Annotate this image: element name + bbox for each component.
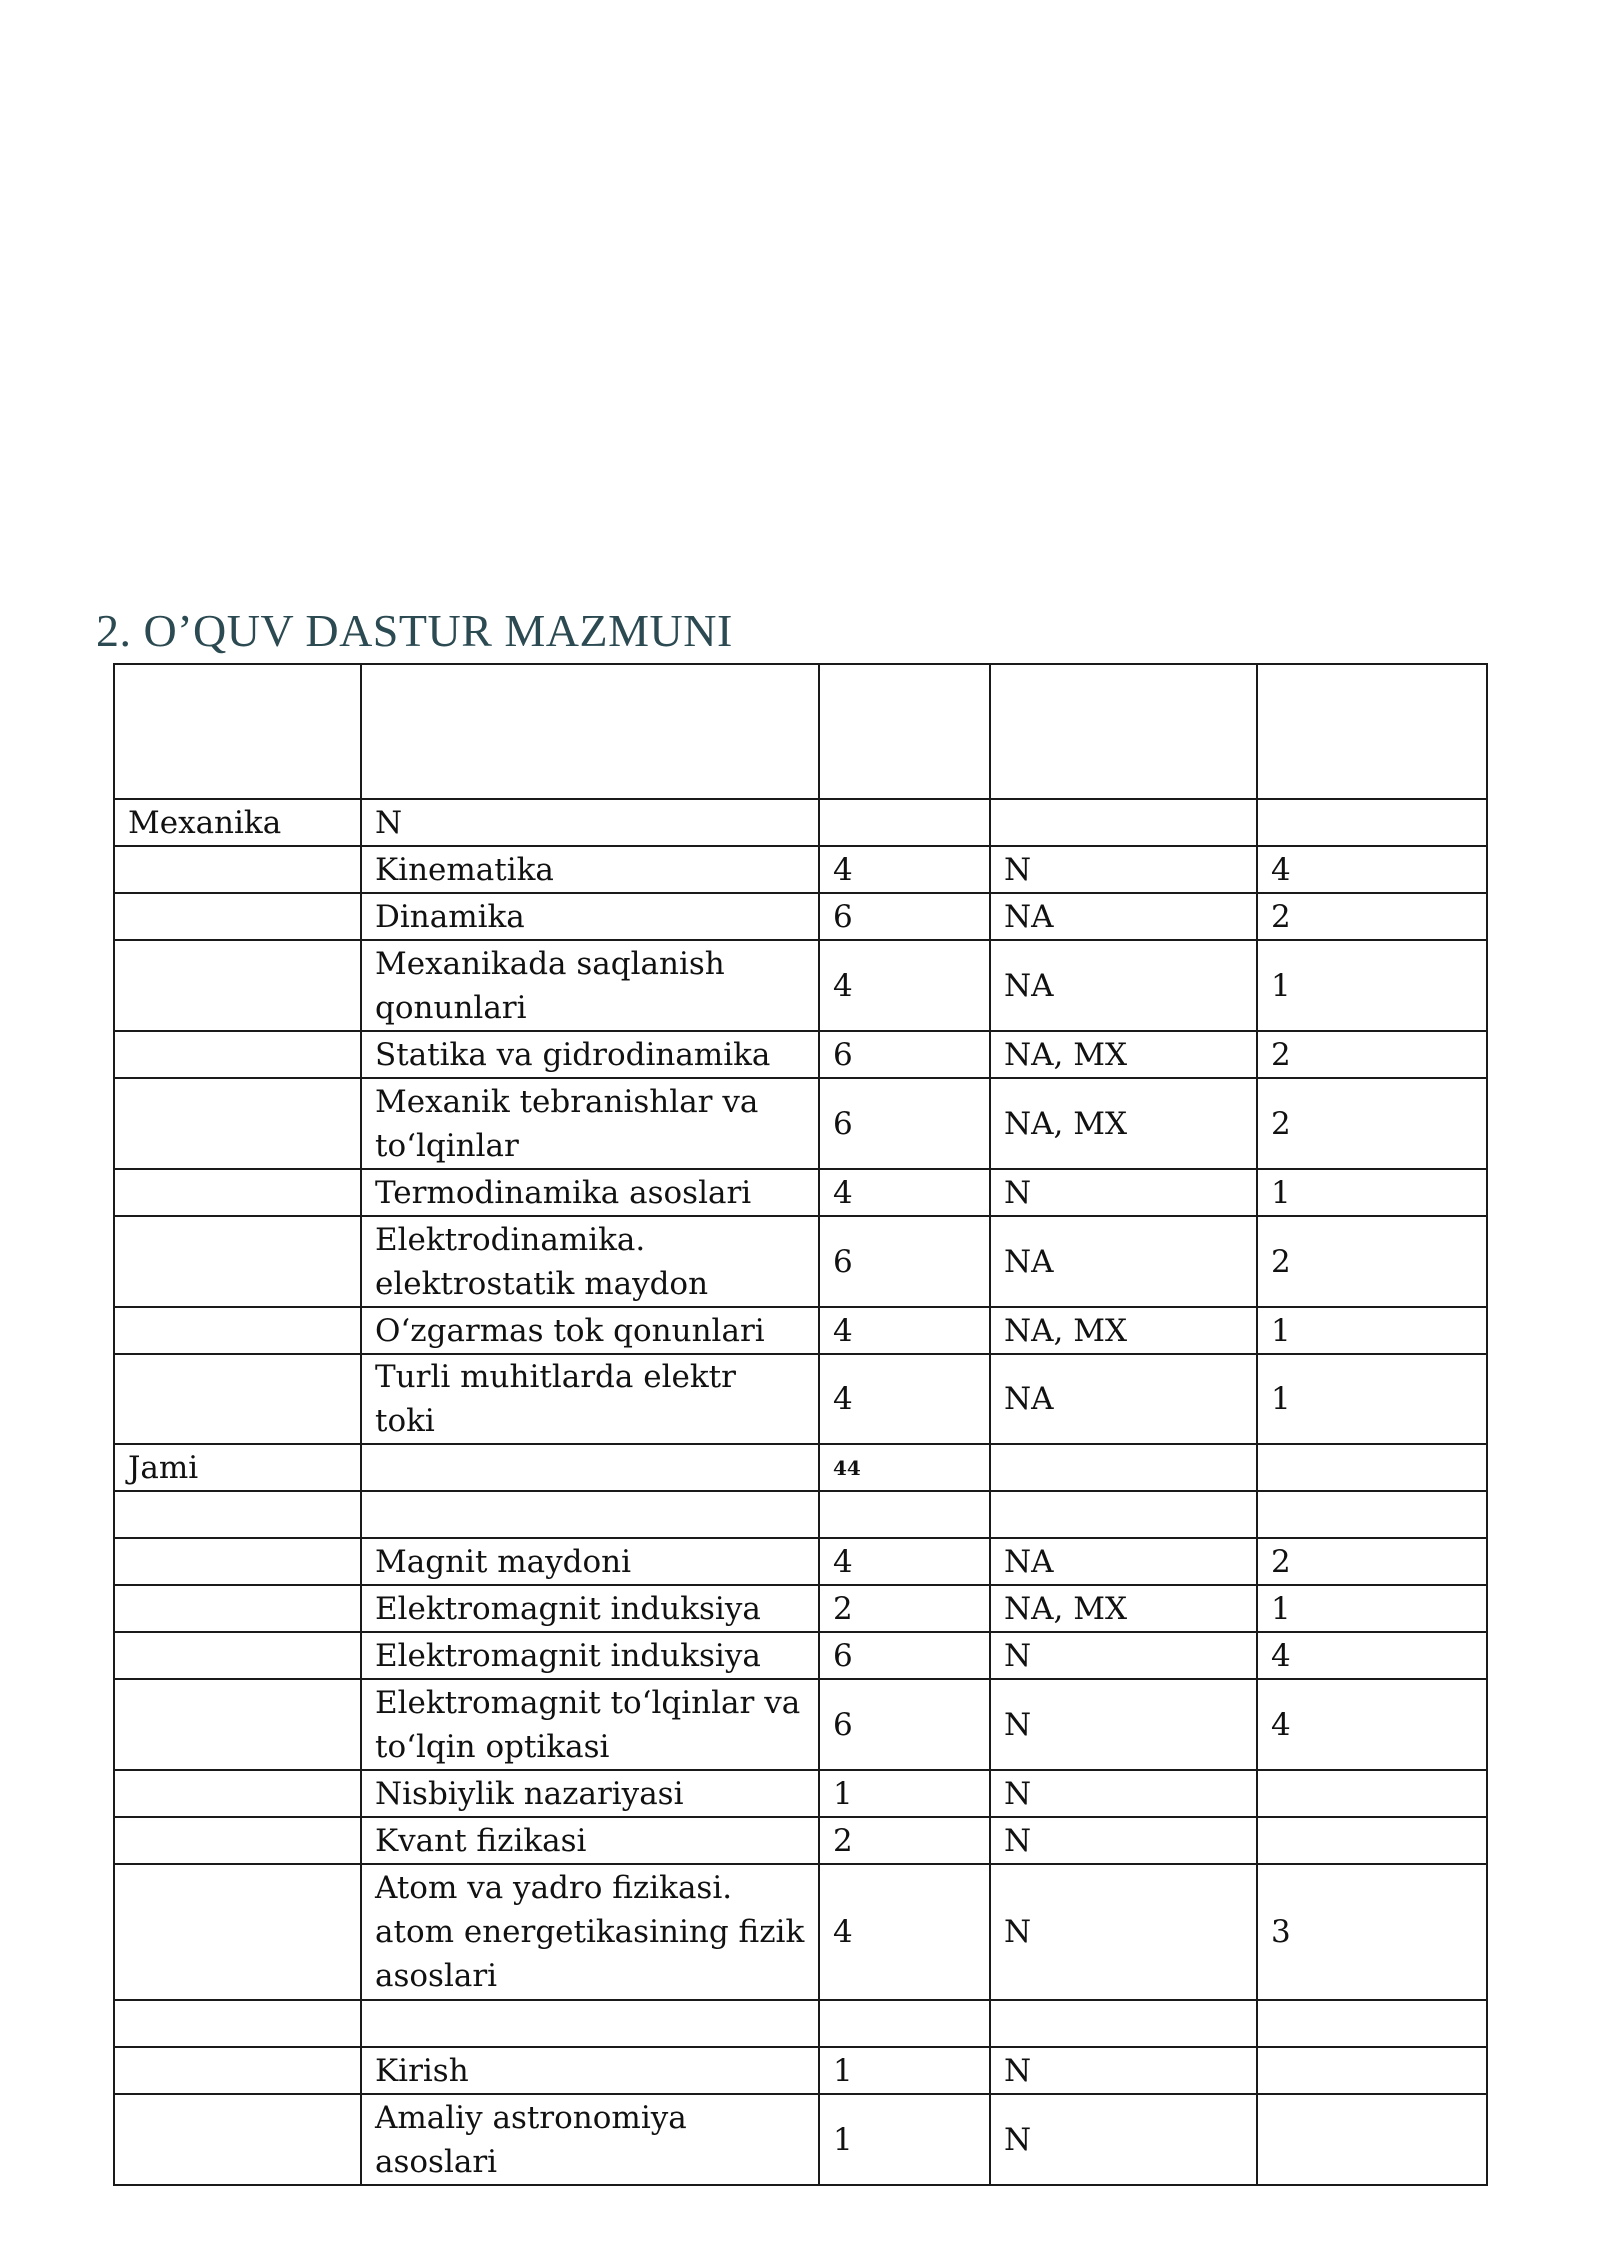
hours-cell: 4 — [819, 1307, 990, 1354]
hours-cell: 44 — [819, 1444, 990, 1491]
practice-cell: 1 — [1257, 1169, 1487, 1216]
section-cell — [114, 1679, 361, 1770]
practice-cell: 2 — [1257, 1031, 1487, 1078]
table-row — [114, 1632, 1487, 1679]
practice-cell — [1257, 1770, 1487, 1817]
topic-cell: Elektromagnit to‘lqinlar va to‘lqin optikasi — [361, 1679, 819, 1770]
topic-cell: Elektromagnit induksiya — [361, 1632, 819, 1679]
assessment-cell: NA, MX — [990, 1307, 1257, 1354]
topic-cell: Termodinamika asoslari — [361, 1169, 819, 1216]
table-row — [114, 1216, 1487, 1307]
section-cell — [114, 1169, 361, 1216]
table-row — [114, 1817, 1487, 1864]
table-row — [114, 1307, 1487, 1354]
practice-cell — [1257, 1817, 1487, 1864]
hours-cell: 6 — [819, 893, 990, 940]
topic-cell: Statika va gidrodinamika — [361, 1031, 819, 1078]
assessment-cell: NA — [990, 1538, 1257, 1585]
topic-cell: Magnit maydoni — [361, 1538, 819, 1585]
table-row — [114, 799, 1487, 846]
assessment-cell: NA, MX — [990, 1585, 1257, 1632]
table-row — [114, 1770, 1487, 1817]
hours-cell — [819, 1491, 990, 1538]
hours-cell: 6 — [819, 1679, 990, 1770]
table-header-row — [114, 664, 1487, 799]
hours-cell: 2 — [819, 1817, 990, 1864]
topic-cell: Kvant fizikasi — [361, 1817, 819, 1864]
practice-cell: 4 — [1257, 1632, 1487, 1679]
assessment-cell: NA — [990, 940, 1257, 1031]
table-row — [114, 940, 1487, 1031]
section-cell — [114, 893, 361, 940]
hours-cell: 1 — [819, 1770, 990, 1817]
practice-cell — [1257, 2047, 1487, 2094]
assessment-cell: NA, MX — [990, 1078, 1257, 1169]
assessment-cell: N — [990, 1817, 1257, 1864]
assessment-cell: NA — [990, 893, 1257, 940]
hours-cell: 4 — [819, 940, 990, 1031]
section-cell — [114, 1216, 361, 1307]
header-cell — [990, 664, 1257, 799]
assessment-cell: NA — [990, 1354, 1257, 1444]
table-row — [114, 1585, 1487, 1632]
hours-cell: 6 — [819, 1216, 990, 1307]
table-row — [114, 1864, 1487, 2000]
hours-cell: 4 — [819, 1354, 990, 1444]
topic-cell: Atom va yadro fizikasi. atom energetikasining fizik asoslari — [361, 1864, 819, 2000]
topic-cell — [361, 1444, 819, 1491]
header-cell — [361, 664, 819, 799]
table-row — [114, 1169, 1487, 1216]
practice-cell: 4 — [1257, 846, 1487, 893]
hours-cell: 4 — [819, 1864, 990, 2000]
section-cell — [114, 2047, 361, 2094]
section-cell — [114, 1770, 361, 1817]
hours-cell: 1 — [819, 2047, 990, 2094]
assessment-cell: N — [990, 1864, 1257, 2000]
topic-cell: Nisbiylik nazariyasi — [361, 1770, 819, 1817]
section-cell — [114, 1078, 361, 1169]
hours-cell — [819, 799, 990, 846]
section-cell — [114, 1864, 361, 2000]
practice-cell: 2 — [1257, 1078, 1487, 1169]
hours-cell: 4 — [819, 1169, 990, 1216]
section-cell — [114, 2094, 361, 2185]
practice-cell: 2 — [1257, 1538, 1487, 1585]
curriculum-table-body — [114, 664, 1487, 2185]
section-cell — [114, 940, 361, 1031]
practice-cell — [1257, 1491, 1487, 1538]
practice-cell: 1 — [1257, 1354, 1487, 1444]
practice-cell — [1257, 1444, 1487, 1491]
assessment-cell: N — [990, 1169, 1257, 1216]
section-cell: Mexanika — [114, 799, 361, 846]
assessment-cell — [990, 799, 1257, 846]
assessment-cell: N — [990, 1679, 1257, 1770]
hours-cell: 4 — [819, 846, 990, 893]
curriculum-table — [113, 663, 1488, 2186]
assessment-cell: NA, MX — [990, 1031, 1257, 1078]
table-row — [114, 2047, 1487, 2094]
hours-cell: 6 — [819, 1078, 990, 1169]
section-cell — [114, 846, 361, 893]
topic-cell: Mexanikada saqlanish qonunlari — [361, 940, 819, 1031]
table-row — [114, 1444, 1487, 1491]
topic-cell: N — [361, 799, 819, 846]
section-cell — [114, 1354, 361, 1444]
topic-cell: Kirish — [361, 2047, 819, 2094]
topic-cell — [361, 1491, 819, 1538]
hours-cell: 6 — [819, 1031, 990, 1078]
topic-cell: Elektrodinamika. elektrostatik maydon — [361, 1216, 819, 1307]
assessment-cell — [990, 2000, 1257, 2047]
section-heading: 2. O’QUV DASTUR MAZMUNI — [96, 605, 733, 656]
practice-cell: 2 — [1257, 893, 1487, 940]
practice-cell: 2 — [1257, 1216, 1487, 1307]
hours-cell: 1 — [819, 2094, 990, 2185]
assessment-cell: N — [990, 2094, 1257, 2185]
section-cell — [114, 1491, 361, 1538]
topic-cell: Elektromagnit induksiya — [361, 1585, 819, 1632]
table-row — [114, 1354, 1487, 1444]
section-cell — [114, 1307, 361, 1354]
section-cell: Jami — [114, 1444, 361, 1491]
hours-cell: 4 — [819, 1538, 990, 1585]
section-cell — [114, 1031, 361, 1078]
practice-cell: 1 — [1257, 940, 1487, 1031]
assessment-cell: N — [990, 2047, 1257, 2094]
assessment-cell: N — [990, 846, 1257, 893]
assessment-cell — [990, 1444, 1257, 1491]
section-cell — [114, 1817, 361, 1864]
table-row — [114, 1491, 1487, 1538]
table-row — [114, 893, 1487, 940]
table-row — [114, 2000, 1487, 2047]
section-cell — [114, 1585, 361, 1632]
topic-cell — [361, 2000, 819, 2047]
hours-cell — [819, 2000, 990, 2047]
topic-cell: Turli muhitlarda elektr toki — [361, 1354, 819, 1444]
table-row — [114, 1031, 1487, 1078]
practice-cell — [1257, 2094, 1487, 2185]
practice-cell: 3 — [1257, 1864, 1487, 2000]
topic-cell: Dinamika — [361, 893, 819, 940]
topic-cell: O‘zgarmas tok qonunlari — [361, 1307, 819, 1354]
header-cell — [114, 664, 361, 799]
table-row — [114, 2094, 1487, 2185]
practice-cell: 4 — [1257, 1679, 1487, 1770]
practice-cell — [1257, 2000, 1487, 2047]
hours-cell: 2 — [819, 1585, 990, 1632]
practice-cell — [1257, 799, 1487, 846]
section-cell — [114, 1538, 361, 1585]
practice-cell: 1 — [1257, 1585, 1487, 1632]
section-cell — [114, 1632, 361, 1679]
table-row — [114, 1679, 1487, 1770]
assessment-cell — [990, 1491, 1257, 1538]
assessment-cell: N — [990, 1770, 1257, 1817]
topic-cell: Amaliy astronomiya asoslari — [361, 2094, 819, 2185]
practice-cell: 1 — [1257, 1307, 1487, 1354]
table-row — [114, 846, 1487, 893]
table-row — [114, 1538, 1487, 1585]
section-cell — [114, 2000, 361, 2047]
assessment-cell: NA — [990, 1216, 1257, 1307]
header-cell — [1257, 664, 1487, 799]
header-cell — [819, 664, 990, 799]
hours-cell: 6 — [819, 1632, 990, 1679]
topic-cell: Kinematika — [361, 846, 819, 893]
table-row — [114, 1078, 1487, 1169]
assessment-cell: N — [990, 1632, 1257, 1679]
topic-cell: Mexanik tebranishlar va to‘lqinlar — [361, 1078, 819, 1169]
